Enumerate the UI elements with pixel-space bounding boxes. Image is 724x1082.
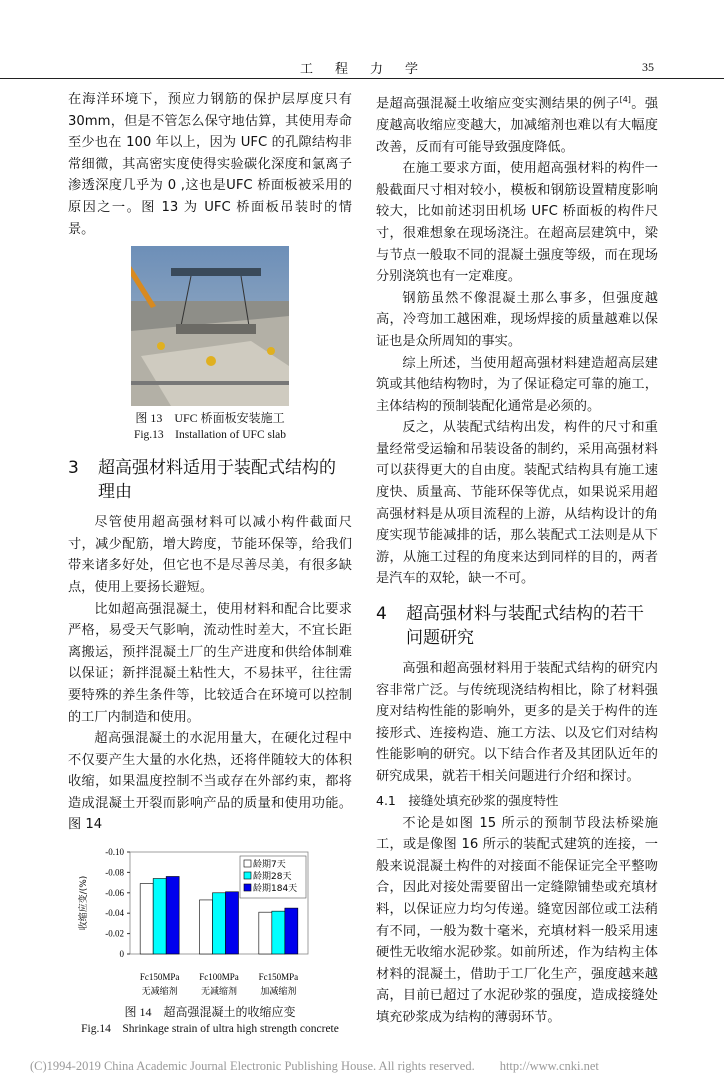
paragraph: 不论是如图 15 所示的预制节段法桥梁施工，或是像图 16 所示的装配式建筑的连接，一般来说混凝土构件的对接面不能保证完全平整吻合，因此对接处需要留出一定缝隙铺垫或充填材料，以保证应力均匀传递。缝宽因部位或工法稍有不同，一般为数十毫米，充填材料一般采用速硬性无收缩水泥砂浆。如前所述，作为结构主体材料的混凝土，借助于工厂化生产，强度越来越高，目前已超过了水泥砂浆的强度，造成接缝处填充砂浆成为结构的薄弱环节。 [376, 815, 658, 1025]
y-tick-label: -0.08 [105, 867, 124, 878]
fig14-caption-cn: 图 14 超高强混凝土的收缩应变 [124, 1005, 296, 1020]
left-text-top [68, 89, 352, 240]
bar-2 [213, 893, 226, 954]
right-text-top [376, 89, 658, 590]
subsection-4-1-heading: 4.1 接缝处填充砂浆的强度特性 [376, 792, 559, 808]
paragraph: 高强和超高强材料用于装配式结构的研究内容非常广泛。与传统现浇结构相比，除了材料强度对结构性能的影响外，更多的是关于构件的连接形式、连接构造、施工方法、以及它们对结构性能影响的研究。以下结合作者及其团队近年的研究成果，就若干相关问题进行介绍和探讨。 [376, 661, 658, 785]
x-tick-label: Fc150MPa [258, 972, 299, 983]
right-text-mid [376, 658, 658, 788]
right-text-bottom [376, 813, 658, 1029]
x-tick-label: 无减缩剂 [141, 987, 178, 998]
legend-swatch [244, 860, 251, 867]
x-tick-label: Fc150MPa [139, 972, 180, 983]
right-column [376, 89, 658, 1038]
legend-label: 龄期28天 [253, 872, 292, 883]
bar-1 [259, 912, 272, 954]
paragraph: 在施工要求方面，使用超高强材料的构件一般截面尺寸相对较小，模板和钢筋设置精度影响较大，比如前述羽田机场 UFC 桥面板的构件尺寸，很难想象在现场浇注。在超高层建筑中，梁与节点一般取不同的混凝土强度等级，而在现场分别浇筑也有一定难度。 [376, 161, 658, 285]
paragraph [376, 89, 658, 158]
paragraph: 超高强混凝土的水泥用量大，在硬化过程中不仅要产生大量的水化热，还将伴随较大的体积收缩，如果温度控制不当或存在外部约束，都将造成混凝土开裂而影响产品的质量和使用功能。图 14 [68, 731, 352, 833]
legend-label: 龄期184天 [253, 884, 298, 895]
paragraph: 反之，从装配式结构出发，构件的尺寸和重量经常受运输和吊装设备的制约，采用高强材料可以获得更大的自由度。装配式结构具有施工速度快、质量高、节能环保等优点，如果说采用超高强材料是从项目流程的上游，从结构设计的角度实现节能减排的话，那么装配式工法则是从下游，从施工过程的角度来达到同样的目的，两者是汽车的双轮，缺一不可。 [376, 420, 658, 587]
page [0, 58, 724, 1082]
section-number: 4 [376, 604, 387, 625]
y-tick-label: -0.02 [105, 928, 124, 939]
section-3-heading [68, 456, 352, 504]
bar-2 [272, 911, 285, 954]
fig13-photo [131, 246, 289, 406]
running-header [0, 58, 724, 79]
left-text-bottom [68, 512, 352, 836]
y-tick-label: -0.10 [105, 847, 124, 858]
section-number: 3 [68, 458, 79, 479]
paragraph: 钢筋虽然不像混凝土那么事多，但强度越高，冷弯加工越困难，现场焊接的质量越难以保证也是众所周知的事实。 [376, 290, 658, 349]
text: 。强度越高收缩应变越大，加减缩剂也难以有大幅度改善，反而有可能导致强度降低。 [376, 96, 659, 155]
two-column-body [0, 79, 724, 1038]
bar-3 [285, 908, 298, 954]
section-4-heading [376, 602, 658, 650]
x-tick-label: 无减缩剂 [200, 987, 238, 998]
x-tick-label: Fc100MPa [199, 972, 239, 983]
copyright-footer: (C)1994-2019 China Academic Journal Electronic Publishing House. All rights reserved. http://www.cnki.net [30, 1059, 599, 1074]
text: 是超高强混凝土收缩应变实测结果的例子 [376, 96, 620, 112]
y-axis-label: 收缩应变/(%) [79, 875, 89, 931]
bar-3 [166, 877, 179, 955]
journal-title: 工程力学 [300, 62, 441, 77]
section-title-cont: 理由 [98, 482, 132, 503]
section-title-cont: 问题研究 [406, 628, 474, 649]
y-tick-label: 0 [119, 949, 124, 960]
legend-swatch [244, 884, 251, 891]
bar-1 [200, 900, 213, 954]
citation[interactable]: [4] [619, 95, 631, 104]
fig13-caption-en: Fig.13 Installation of UFC slab [133, 429, 287, 442]
left-column [68, 89, 352, 1038]
paragraph: 尽管使用超高强材料可以减小构件截面尺寸，减少配筋，增大跨度，节能环保等，给我们带来诸多好处，但它也不是尽善尽美，有很多缺点，使用上要扬长避短。 [68, 515, 352, 595]
x-tick-label: 加减缩剂 [260, 987, 297, 998]
bar-3 [226, 892, 239, 954]
bar-1 [140, 884, 153, 954]
y-tick-label: -0.04 [105, 908, 124, 919]
fig13-caption-cn: 图 13 UFC 桥面板安装施工 [135, 411, 285, 426]
paragraph: 综上所述，当使用超高强材料建造超高层建筑或其他结构物时，为了保证稳定可靠的施工，主体结构的预制装配化通常是必须的。 [376, 355, 658, 414]
fig14-caption-en: Fig.14 Shrinkage strain of ultra high strength concrete [81, 1023, 339, 1036]
page-number: 35 [642, 60, 654, 74]
legend-swatch [244, 872, 251, 879]
y-tick-label: -0.06 [105, 887, 124, 898]
paragraph: 比如超高强混凝土，使用材料和配合比要求严格，易受天气影响，流动性时差大，不宜长距离搬运，预拌混凝土厂的生产进度和供给体制难以保证；新拌混凝土粘性大，不易抹平，往往需要特殊的养生条件等，比较适合在环境可以控制的工厂内制造和使用。 [68, 601, 352, 725]
fig14-chart [68, 842, 352, 1002]
legend-label: 龄期7天 [253, 860, 286, 871]
section-title: 超高强材料适用于装配式结构的 [98, 458, 336, 479]
section-title: 超高强材料与装配式结构的若干 [406, 604, 644, 625]
paragraph: 在海洋环境下，预应力钢筋的保护层厚度只有30mm，但是不管怎么保守地估算，其使用寿命至少也在 100 年以上，因为 UFC 的孔隙结构非常细微，其高密实度使得实验碳化深度和氯离子渗透深度几乎为 0 ,这也是UFC 桥面板被采用的原因之一。图 13 为 UFC 桥面板吊装时的情景。 [68, 92, 352, 237]
bar-2 [153, 879, 166, 954]
